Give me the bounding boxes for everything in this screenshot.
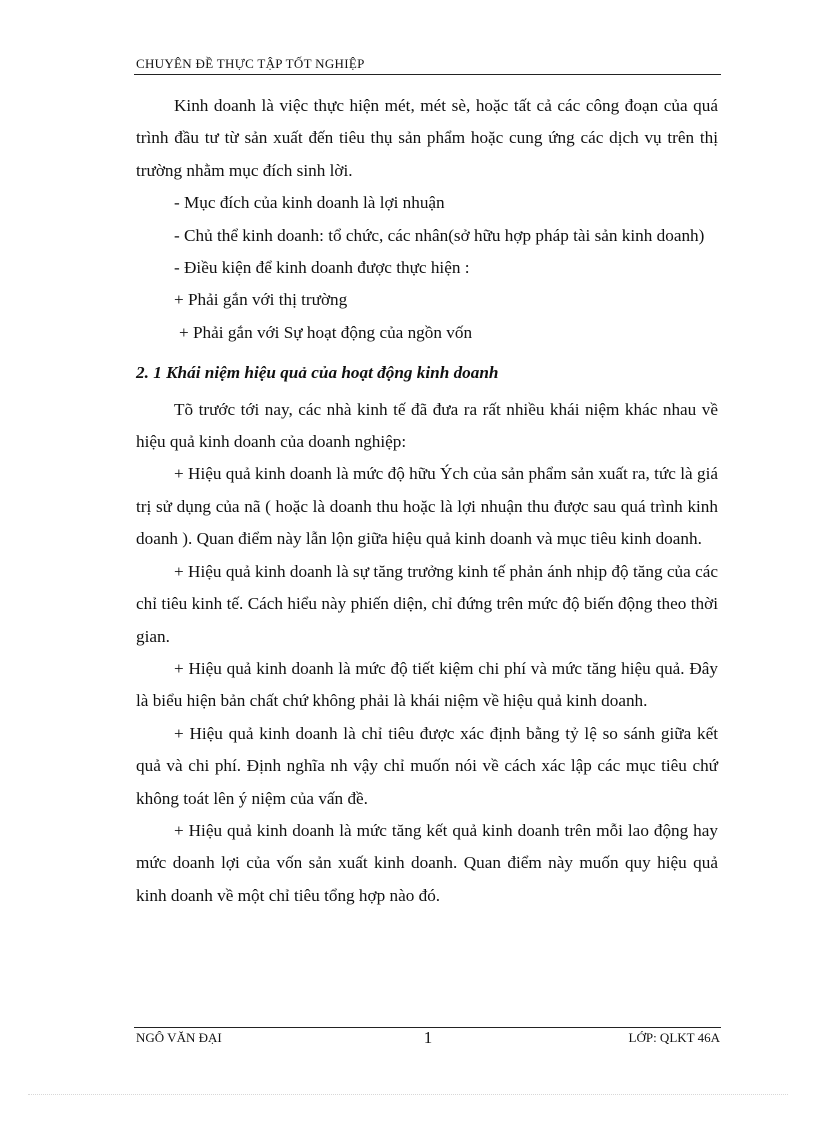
paragraph-view-3: + Hiệu quả kinh doanh là mức độ tiết kiệm chi phí và mức tăng hiệu quả. Đây là biểu hiện bản chất chứ không phải là khái niệm về hiệu quả kinh doanh. xyxy=(136,658,718,711)
bullet-conditions: - Điều kiện để kinh doanh được thực hiện : xyxy=(174,258,470,278)
plus-market: + Phải gắn với thị trường xyxy=(174,290,348,310)
page-number: 1 xyxy=(423,1028,433,1047)
plus-capital: + Phải gắn với Sự hoạt động của ngồn vốn xyxy=(179,322,473,342)
bullet-subject: - Chủ thể kinh doanh: tổ chức, các nhân(sở hữu hợp pháp tài sản kinh doanh) xyxy=(174,225,705,245)
footer-class: LỚP: QLKT 46A xyxy=(628,1030,720,1045)
page-edge-dotted-line xyxy=(28,1094,788,1095)
section-heading: 2. 1 Khái niệm hiệu quả của hoạt động kinh doanh xyxy=(136,363,499,383)
paragraph-business-definition: Kinh doanh là việc thực hiện mét, mét sè, hoặc tất cả các công đoạn của quá trình đầu tư từ sản xuất đến tiêu thụ sản phẩm hoặc cung ứng các dịch vụ trên thị trường nhằm mục đích sinh lời. xyxy=(136,96,718,180)
paragraph-view-4: + Hiệu quả kinh doanh là chỉ tiêu được xác định bằng tỷ lệ so sánh giữa kết quả và chi phí. Định nghĩa nh vậy chỉ muốn nói về cách xác lập các mục tiêu chứ không toát lên ý niệm của vấn đề. xyxy=(136,723,718,808)
header-divider xyxy=(134,74,721,75)
footer-author: NGÔ VĂN ĐẠI xyxy=(136,1030,222,1045)
paragraph-view-2: + Hiệu quả kinh doanh là sự tăng trưởng kinh tế phản ánh nhịp độ tăng của các chỉ tiêu kinh tế. Cách hiểu này phiến diện, chỉ đứng trên mức độ biến động theo thời gian. xyxy=(136,561,718,646)
paragraph-view-1: + Hiệu quả kinh doanh là mức độ hữu Ých của sản phẩm sản xuất ra, tức là giá trị sử dụng của nã ( hoặc là doanh thu hoặc là lợi nhuận thu được sau quá trình kinh doanh ). Quan điểm này lẫn lộn giữa hiệu quả kinh doanh và mục tiêu kinh doanh. xyxy=(136,464,718,549)
paragraph-view-5: + Hiệu quả kinh doanh là mức tăng kết quả kinh doanh trên mỗi lao động hay mức doanh lợi của vốn sản xuất kinh doanh. Quan điểm này muốn quy hiệu quả kinh doanh về một chỉ tiêu tổng hợp nào đó. xyxy=(136,820,718,905)
bullet-purpose: - Mục đích của kinh doanh là lợi nhuận xyxy=(174,193,445,213)
paragraph-intro: Tõ trước tới nay, các nhà kinh tế đã đưa ra rất nhiều khái niệm khác nhau về hiệu quả kinh doanh của doanh nghiệp: xyxy=(136,399,718,452)
document-body xyxy=(136,90,718,912)
page-header-title: CHUYÊN ĐỀ THỰC TẬP TỐT NGHIỆP xyxy=(136,56,365,71)
